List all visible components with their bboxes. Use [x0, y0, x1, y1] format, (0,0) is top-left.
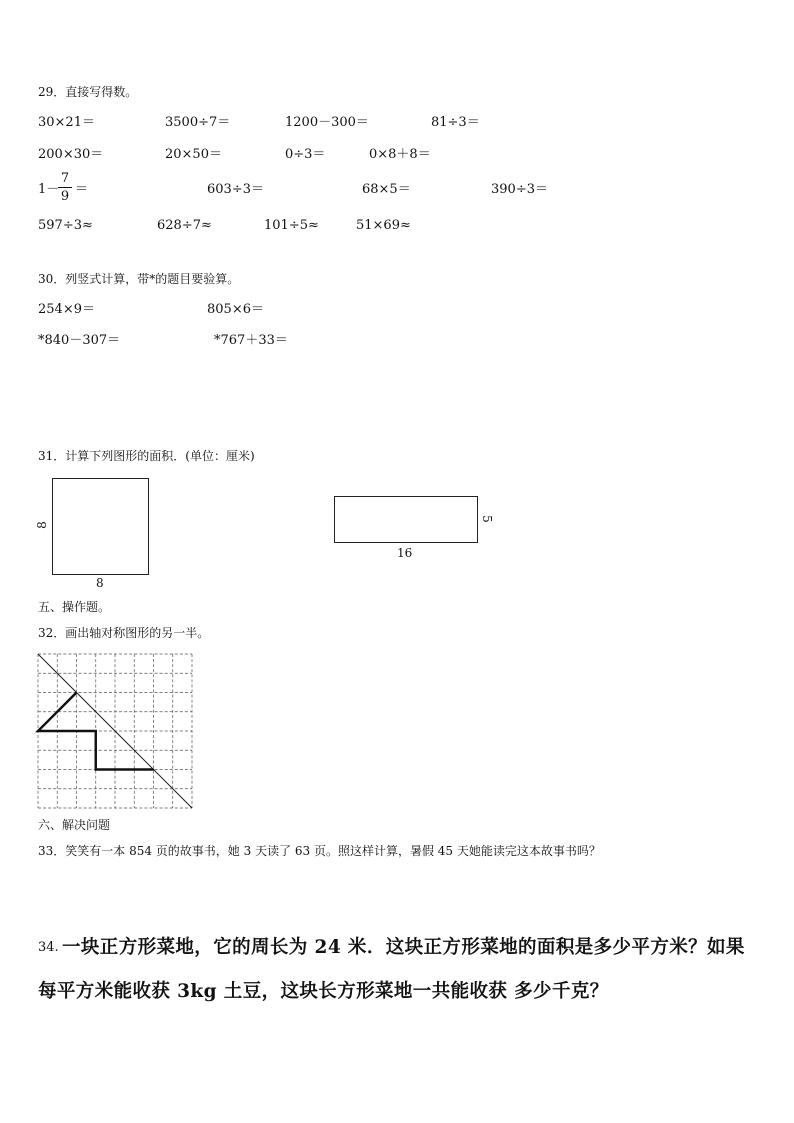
q29-r3-prefix: 1－: [38, 182, 60, 197]
q29-r4-c4: 51×69≈: [356, 218, 411, 233]
q33-text: 33．笑笑有一本 854 页的故事书，她 3 天读了 63 页。照这样计算，暑假 45 天她能读完这本故事书吗？: [38, 844, 601, 858]
fraction-bar: [58, 187, 72, 188]
q30-r2-c1: *840－307＝: [38, 333, 121, 348]
q30-title: 30．列竖式计算，带*的题目要验算。: [38, 272, 240, 286]
q34-line2: 每平方米能收获 3kg 土豆，这块长方形菜地一共能收获 多少千克？: [38, 981, 609, 1002]
q29-r4-c2: 628÷7≈: [157, 218, 212, 233]
q29-r1-c3: 1200－300＝: [285, 115, 369, 130]
square-bottom-label: 8: [96, 576, 104, 590]
q31-title: 31．计算下列图形的面积．(单位：厘米): [38, 449, 255, 463]
q29-fraction: [58, 171, 72, 204]
rectangle-figure: [334, 496, 479, 544]
q30-r1-c2: 805×6＝: [207, 302, 264, 317]
q29-r3-suffix: ＝: [75, 182, 89, 197]
q29-r1-c4: 81÷3＝: [431, 115, 480, 130]
q29-r1-c1: 30×21＝: [38, 115, 95, 130]
q34-number: 34.: [38, 940, 59, 955]
q32-title: 32．画出轴对称图形的另一半。: [38, 626, 210, 640]
q29-r4-c3: 101÷5≈: [264, 218, 319, 233]
q29-r3-c3: 68×5＝: [362, 182, 411, 197]
q34-line1: 一块正方形菜地，它的周长为 24 米．这块正方形菜地的面积是多少平方米？如果: [62, 937, 745, 958]
q30-r1-c1: 254×9＝: [38, 302, 95, 317]
q29-r1-c2: 3500÷7＝: [165, 115, 231, 130]
q29-r3-c2: 603÷3＝: [207, 182, 264, 197]
square-figure: [52, 478, 150, 576]
section-6-heading: 六、解决问题: [38, 818, 111, 832]
q29-r3-c4: 390÷3＝: [491, 182, 548, 197]
q29-title: 29．直接写得数。: [38, 85, 138, 99]
rectangle-side-label: 5: [479, 515, 494, 523]
section-5-heading: 五、操作题。: [38, 600, 111, 614]
q29-r2-c3: 0÷3＝: [285, 147, 326, 162]
fraction-denominator: 9: [60, 189, 70, 204]
q30-r2-c2: *767＋33＝: [214, 333, 288, 348]
q29-r2-c2: 20×50＝: [165, 147, 222, 162]
q29-r2-c4: 0×8＋8＝: [369, 147, 431, 162]
fraction-numerator: 7: [60, 171, 70, 186]
symmetry-grid: [38, 654, 192, 808]
q29-r2-c1: 200×30＝: [38, 147, 104, 162]
square-side-label: 8: [34, 521, 49, 529]
rectangle-bottom-label: 16: [397, 546, 413, 560]
q29-r4-c1: 597÷3≈: [38, 218, 93, 233]
